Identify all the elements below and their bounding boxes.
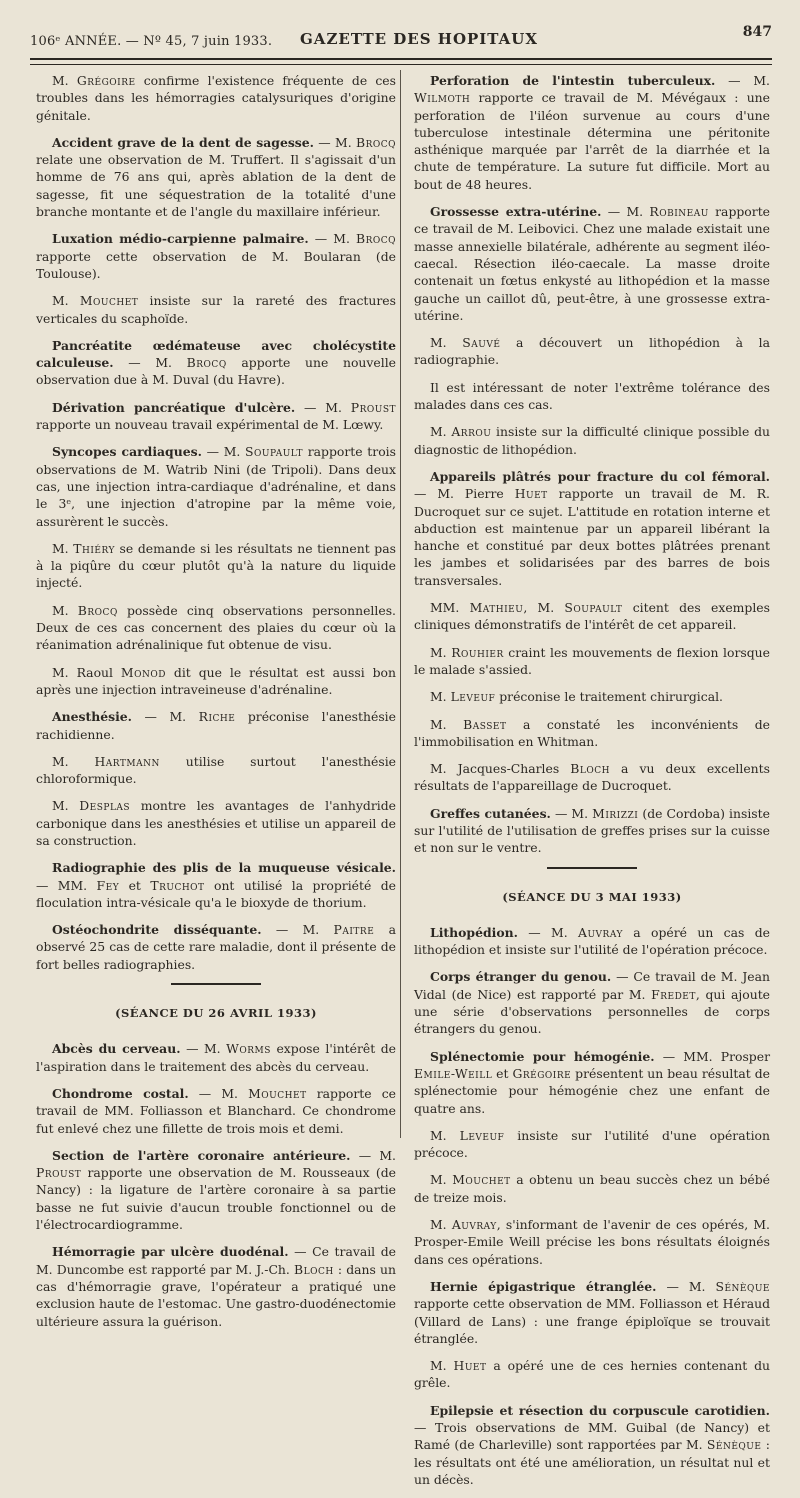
paragraph — [36, 753, 396, 788]
article-heading: Syncopes cardiaques. — [52, 444, 202, 460]
author-name: Grégoire — [76, 73, 136, 88]
paragraph — [414, 968, 770, 1037]
paragraph-text: M. — [52, 73, 77, 88]
paragraph-text: , M. — [523, 600, 565, 616]
paragraph-text: — M. Pierre — [414, 486, 515, 502]
paragraph — [414, 1278, 770, 1347]
paragraph-text: — MM. — [36, 877, 97, 893]
paragraph — [36, 1243, 396, 1329]
article-heading: Lithopédion. — [430, 924, 518, 940]
header-rule-thin — [30, 64, 772, 65]
paragraph — [36, 230, 396, 282]
paragraph-text: insiste sur la difficulté clinique possible du diagnostic de lithopédion. — [414, 424, 770, 457]
author-name: Robineau — [649, 204, 709, 220]
article-heading: Ostéochondrite disséquante. — [52, 922, 262, 938]
article-heading: Greffes cutanées. — [430, 805, 551, 821]
paragraph-text: — M. — [517, 924, 579, 940]
paragraph-text: — M. — [308, 231, 356, 247]
author-name: Grégoire — [512, 1065, 572, 1081]
journal-title: GAZETTE DES HOPITAUX — [300, 30, 539, 48]
author-name: Mouchet — [452, 1172, 511, 1188]
paragraph — [36, 443, 396, 529]
paragraph-text: et — [492, 1065, 513, 1081]
article-heading: Appareils plâtrés pour fracture du col fémoral. — [430, 468, 770, 484]
paragraph — [414, 423, 770, 458]
paragraph-text: M. — [52, 798, 80, 814]
author-name: Brocq — [77, 602, 118, 618]
article-heading: Section de l'artère coronaire antérieure. — [52, 1147, 351, 1163]
author-name: Proust — [350, 399, 396, 415]
section-separator — [547, 867, 637, 869]
paragraph — [414, 1048, 770, 1117]
paragraph — [414, 203, 770, 324]
left-column — [36, 72, 396, 1340]
paragraph-text: : les résultats ont été une amélioration, un résultat nul et un décès. — [414, 1437, 770, 1487]
paragraph-text: dit que le résultat est aussi bon après une injection intraveineuse d'adrénaline. — [36, 664, 396, 697]
paragraph-text: , qui ajoute une série d'observations personnelles de corps étrangers du genou. — [414, 986, 771, 1037]
paragraph-text: — Ce travail de M. Jean Vidal (de Nice) est rapporté par M. — [414, 969, 771, 1002]
paragraph-text: préconise l'anesthésie rachidienne. — [36, 709, 396, 742]
paragraph-text: préconise le traitement chirurgical. — [495, 689, 723, 705]
paragraph-text: rapporte ce travail de M. Leibovici. Chez une malade existait une masse annexielle bilatérale, adhérente au segment iléo-caecal. Résection iléo-caecale. La masse droite contenait un fœtus enkysté au lithopédion et la masse gauche un caillot dû, peut-être, à une grossesse extra-utérine. — [414, 204, 771, 323]
paragraph-text: montre les avantages de l'anhydride carbonique dans les anesthésies et utilise un appareil de sa construction. — [36, 798, 396, 848]
paragraph-text: confirme l'existence fréquente de ces troubles dans les hémorragies catalysuriques d'origine génitale. — [36, 73, 396, 123]
paragraph-text: rapporte trois observations de M. Watrib Nini (de Tripoli). Dans deux cas, une injection intra-cardiaque d'adrénaline, et dans le 3ᵉ, une injection d'atropine par la même voie, assurèrent le succès. — [36, 444, 396, 529]
paragraph — [414, 379, 770, 414]
paragraph — [36, 72, 396, 124]
paragraph-text: rapporte ce travail de MM. Folliasson et Blanchard. Ce chondrome fut enlevé chez une fillette de trois mois et demi. — [36, 1085, 396, 1136]
author-name: Paitre — [333, 922, 375, 938]
header-rule — [30, 58, 772, 60]
paragraph-text: — Trois observations de MM. Guibal (de Nancy) et Ramé (de Charleville) sont rapportées par M. — [414, 1420, 770, 1453]
author-name: Auvray — [578, 924, 623, 940]
paragraph-text: utilise surtout l'anesthésie chloroformique. — [36, 753, 396, 787]
paragraph — [414, 644, 770, 679]
paragraph-text: — M. — [550, 805, 593, 821]
paragraph-text: — Ce travail de M. Duncombe est rapporté par M. J.-Ch. — [36, 1244, 397, 1277]
author-name: Huet — [514, 486, 548, 502]
author-name: Wilmoth — [414, 90, 471, 106]
paragraph-text: MM. — [430, 600, 470, 616]
article-heading: Radiographie des plis de la muqueuse vésicale. — [52, 860, 396, 876]
author-name: Mathieu — [469, 600, 524, 616]
author-name: Soupault — [564, 600, 623, 616]
paragraph-text: a vu deux excellents résultats de l'appareillage de Ducroquet. — [414, 761, 770, 794]
article-heading: Pancréatite œdémateuse avec cholécystite calculeuse. — [36, 337, 396, 371]
paragraph-text: M. — [430, 1358, 454, 1374]
section-separator — [171, 983, 261, 985]
paragraph-text: — M. — [295, 399, 351, 415]
paragraph — [414, 334, 770, 369]
paragraph — [36, 602, 396, 654]
paragraph-text: a opéré un cas de lithopédion et insiste sur l'utilité de l'opération précoce. — [414, 924, 770, 958]
paragraph — [36, 540, 396, 592]
article-heading: Accident grave de la dent de sagesse. — [52, 134, 314, 150]
seance-heading: (SÉANCE DU 3 MAI 1933) — [502, 889, 682, 904]
paragraph-text: — MM. Prosper — [654, 1048, 770, 1064]
author-name: Riche — [198, 709, 236, 725]
paragraph-text: a obtenu un beau succès chez un bébé de treize mois. — [414, 1172, 770, 1205]
paragraph — [414, 72, 770, 193]
paragraph-text: M. — [430, 716, 464, 732]
author-name: Bloch — [570, 761, 610, 777]
author-name: Thiéry — [73, 540, 115, 556]
paragraph — [36, 1040, 396, 1075]
article-heading: Anesthésie. — [52, 709, 132, 725]
paragraph — [36, 337, 396, 389]
paragraph-text: M. — [430, 644, 452, 660]
paragraph — [414, 1216, 770, 1268]
paragraph — [36, 399, 396, 434]
paragraph-text: possède cinq observations personnelles. Deux de ces cas concernent des plaies du cœur où la réanimation adrénalinique fut obtenue de visu. — [36, 602, 396, 653]
author-name: Fey — [96, 877, 120, 893]
paragraph-text: se demande si les résultats ne tiennent pas à la piqûre du cœur plutôt qu'à la nature du liquide injecté. — [36, 540, 396, 591]
paragraph-text: insiste sur l'utilité d'une opération précoce. — [414, 1127, 770, 1161]
paragraph-text: et — [119, 877, 151, 893]
paragraph — [414, 1357, 770, 1392]
paragraph — [36, 921, 396, 973]
paragraph-text: a découvert un lithopédion à la radiographie. — [414, 335, 770, 368]
article-heading: Hernie épigastrique étranglée. — [430, 1278, 657, 1294]
paragraph-text: : dans un cas d'hémorragie grave, l'opérateur a pratiqué une exclusion haute de l'estomac. Une gastro-duodénectomie ultérieure assura la guérison. — [36, 1261, 396, 1329]
paragraph-text: — M. — [188, 1085, 249, 1101]
paragraph-text: Il est intéressant de noter l'extrême tolérance des malades dans ces cas. — [414, 379, 770, 413]
right-column — [414, 72, 770, 1498]
article-heading: Perforation de l'intestin tuberculeux. — [430, 73, 716, 88]
author-name: Bloch — [294, 1261, 334, 1277]
article-heading: Chondrome costal. — [52, 1085, 189, 1101]
paragraph-text: a opéré une de ces hernies contenant du grêle. — [414, 1358, 770, 1391]
paragraph-text: (de Cordoba) insiste sur l'utilité de l'utilisation de greffes prises sur la cuisse et non sur le ventre. — [414, 805, 770, 856]
paragraph-text: M. — [430, 1127, 460, 1143]
author-name: Huet — [453, 1358, 487, 1374]
paragraph — [36, 292, 396, 327]
author-name: Truchot — [150, 877, 205, 893]
author-name: Worms — [226, 1041, 271, 1057]
article-heading: Splénectomie pour hémogénie. — [430, 1048, 655, 1064]
paragraph-text: M. — [52, 602, 78, 618]
paragraph — [36, 797, 396, 849]
article-heading: Hémorragie par ulcère duodénal. — [52, 1244, 289, 1260]
author-name: Leveuf — [459, 1127, 505, 1143]
author-name: Mouchet — [79, 293, 139, 309]
author-name: Basset — [463, 716, 507, 732]
paragraph-text: — M. — [350, 1147, 396, 1163]
paragraph-text: — M. — [656, 1278, 716, 1294]
author-name: Sénèque — [715, 1278, 771, 1294]
column-divider — [400, 70, 401, 1138]
paragraph — [414, 599, 770, 634]
paragraph-text: — M. — [601, 204, 650, 220]
paragraph-text: M. — [430, 424, 452, 440]
paragraph-text: citent des exemples cliniques démonstratifs de l'intérêt de cet appareil. — [414, 600, 770, 633]
paragraph-text: M. — [430, 335, 463, 351]
paragraph — [36, 859, 396, 911]
author-name: Monod — [120, 664, 166, 680]
paragraph-text: — M. — [313, 134, 356, 150]
paragraph-text: — M. — [715, 73, 770, 88]
author-name: Hartmann — [94, 753, 160, 769]
paragraph-text: — M. — [113, 355, 187, 371]
author-name: Brocq — [355, 231, 396, 247]
paragraph-text: insiste sur la rareté des fractures verticales du scaphoïde. — [36, 293, 396, 326]
paragraph-text: M. — [52, 540, 74, 556]
paragraph-text: — M. — [180, 1041, 227, 1057]
issue-info: 106ᵉ ANNÉE. — Nº 45, 7 juin 1933. — [30, 34, 273, 49]
paragraph — [414, 760, 770, 795]
paragraph-text: rapporte cette observation de M. Boularan (de Toulouse). — [36, 248, 396, 281]
author-name: Sauvé — [462, 335, 501, 351]
paragraph-text: M. — [52, 753, 95, 769]
author-name: Soupault — [245, 444, 304, 460]
paragraph-text: présentent un beau résultat de splénectomie pour hémogénie chez une enfant de quatre ans. — [414, 1065, 770, 1116]
article-heading: Dérivation pancréatique d'ulcère. — [52, 399, 296, 415]
author-name: Auvray — [451, 1217, 497, 1233]
paragraph-text: , s'informant de l'avenir de ces opérés, M. Prosper-Emile Weill précise les bons résultats éloignés dans ces opérations. — [414, 1217, 770, 1267]
paragraph-text: craint les mouvements de flexion lorsque le malade s'assied. — [414, 644, 770, 677]
paragraph-text: rapporte ce travail de M. Mévégaux : une perforation de l'iléon survenue au cours d'une tuberculose intestinale détermina une péritonite asthénique marquée par l'arrêt de la diarrhée et la chute de température. La suture fut difficile. Mort au bout de 48 heures. — [414, 90, 770, 192]
paragraph-text: rapporte une observation de M. Rousseaux (de Nancy) : la ligature de l'artère coronaire à sa partie basse ne fut suivie d'aucun trouble fonctionnel ou de l'électrocardiogramme. — [36, 1165, 396, 1233]
paragraph-text: M. — [430, 1172, 453, 1188]
article-heading: Corps étranger du genou. — [430, 969, 612, 985]
paragraph — [414, 1402, 770, 1488]
author-name: Brocq — [355, 134, 396, 150]
paragraph — [414, 805, 770, 857]
paragraph-text: — M. — [131, 709, 199, 725]
paragraph — [414, 716, 770, 751]
paragraph — [36, 708, 396, 743]
paragraph — [414, 468, 770, 589]
seance-heading: (SÉANCE DU 26 AVRIL 1933) — [115, 1006, 317, 1021]
author-name: Sénèque — [706, 1437, 762, 1453]
paragraph-text: ont utilisé la propriété de floculation intra-vésicale qu'a le bioxyde de thorium. — [36, 877, 396, 910]
paragraph-text: M. — [430, 1217, 452, 1233]
author-name: Desplas — [79, 798, 131, 814]
paragraph-text: a constaté les inconvénients de l'immobilisation en Whitman. — [414, 716, 770, 749]
paragraph — [414, 1171, 770, 1206]
article-heading: Abcès du cerveau. — [52, 1041, 181, 1057]
author-name: Brocq — [186, 355, 227, 371]
paragraph — [36, 134, 396, 220]
paragraph-text: M. — [430, 689, 451, 705]
running-head — [30, 22, 772, 56]
paragraph-text: rapporte un travail de M. R. Ducroquet sur ce sujet. L'attitude en rotation interne et abduction est maintenue par un appareil libérant la hanche et constitué par deux bottes plâtrées prenant les jambes et solidarisées par des barres de bois transversales. — [414, 486, 770, 588]
paragraph-text: M. Raoul — [52, 664, 121, 680]
paragraph — [36, 1147, 396, 1233]
paragraph — [36, 1085, 396, 1137]
paragraph-text: rapporte cette observation de MM. Folliasson et Héraud (Villard de Lans) : une frange épiploïque se trouvait étranglée. — [414, 1296, 770, 1346]
author-name: Emile-Weill — [414, 1065, 493, 1081]
article-heading: Grossesse extra-utérine. — [430, 204, 602, 220]
author-name: Arrou — [451, 424, 492, 440]
paragraph-text: rapporte un nouveau travail expérimental de M. Lœwy. — [36, 417, 384, 433]
author-name: Mouchet — [248, 1085, 307, 1101]
article-heading: Epilepsie et résection du corpuscule carotidien. — [430, 1402, 770, 1418]
paragraph-text: — M. — [261, 922, 334, 938]
paragraph — [414, 688, 770, 705]
paragraph-text: relate une observation de M. Truffert. Il s'agissait d'un homme de 76 ans qui, après ablation de la dent de sagesse, fit une séquestration de la totalité d'une branche montante et de l'angle du maxillaire inférieur. — [36, 152, 396, 220]
paragraph-text: M. — [52, 293, 80, 309]
paragraph — [414, 924, 770, 959]
author-name: Mirizzi — [592, 805, 639, 821]
page-number: 847 — [742, 24, 772, 40]
article-heading: Luxation médio-carpienne palmaire. — [52, 231, 309, 247]
paragraph — [36, 664, 396, 699]
author-name: Rouhier — [451, 644, 504, 660]
author-name: Leveuf — [450, 689, 496, 705]
paragraph-text: a observé 25 cas de cette rare maladie, dont il présente de fort belles radiographies. — [36, 922, 396, 972]
paragraph-text: — M. — [201, 444, 246, 460]
paragraph-text: M. Jacques-Charles — [430, 761, 571, 777]
author-name: Fredet — [651, 986, 696, 1002]
paragraph — [414, 1127, 770, 1162]
author-name: Proust — [36, 1165, 82, 1181]
paragraph-text: apporte une nouvelle observation due à M. Duval (du Havre). — [36, 355, 396, 388]
paragraph-text: expose l'intérêt de l'aspiration dans le traitement des abcès du cerveau. — [36, 1041, 397, 1074]
